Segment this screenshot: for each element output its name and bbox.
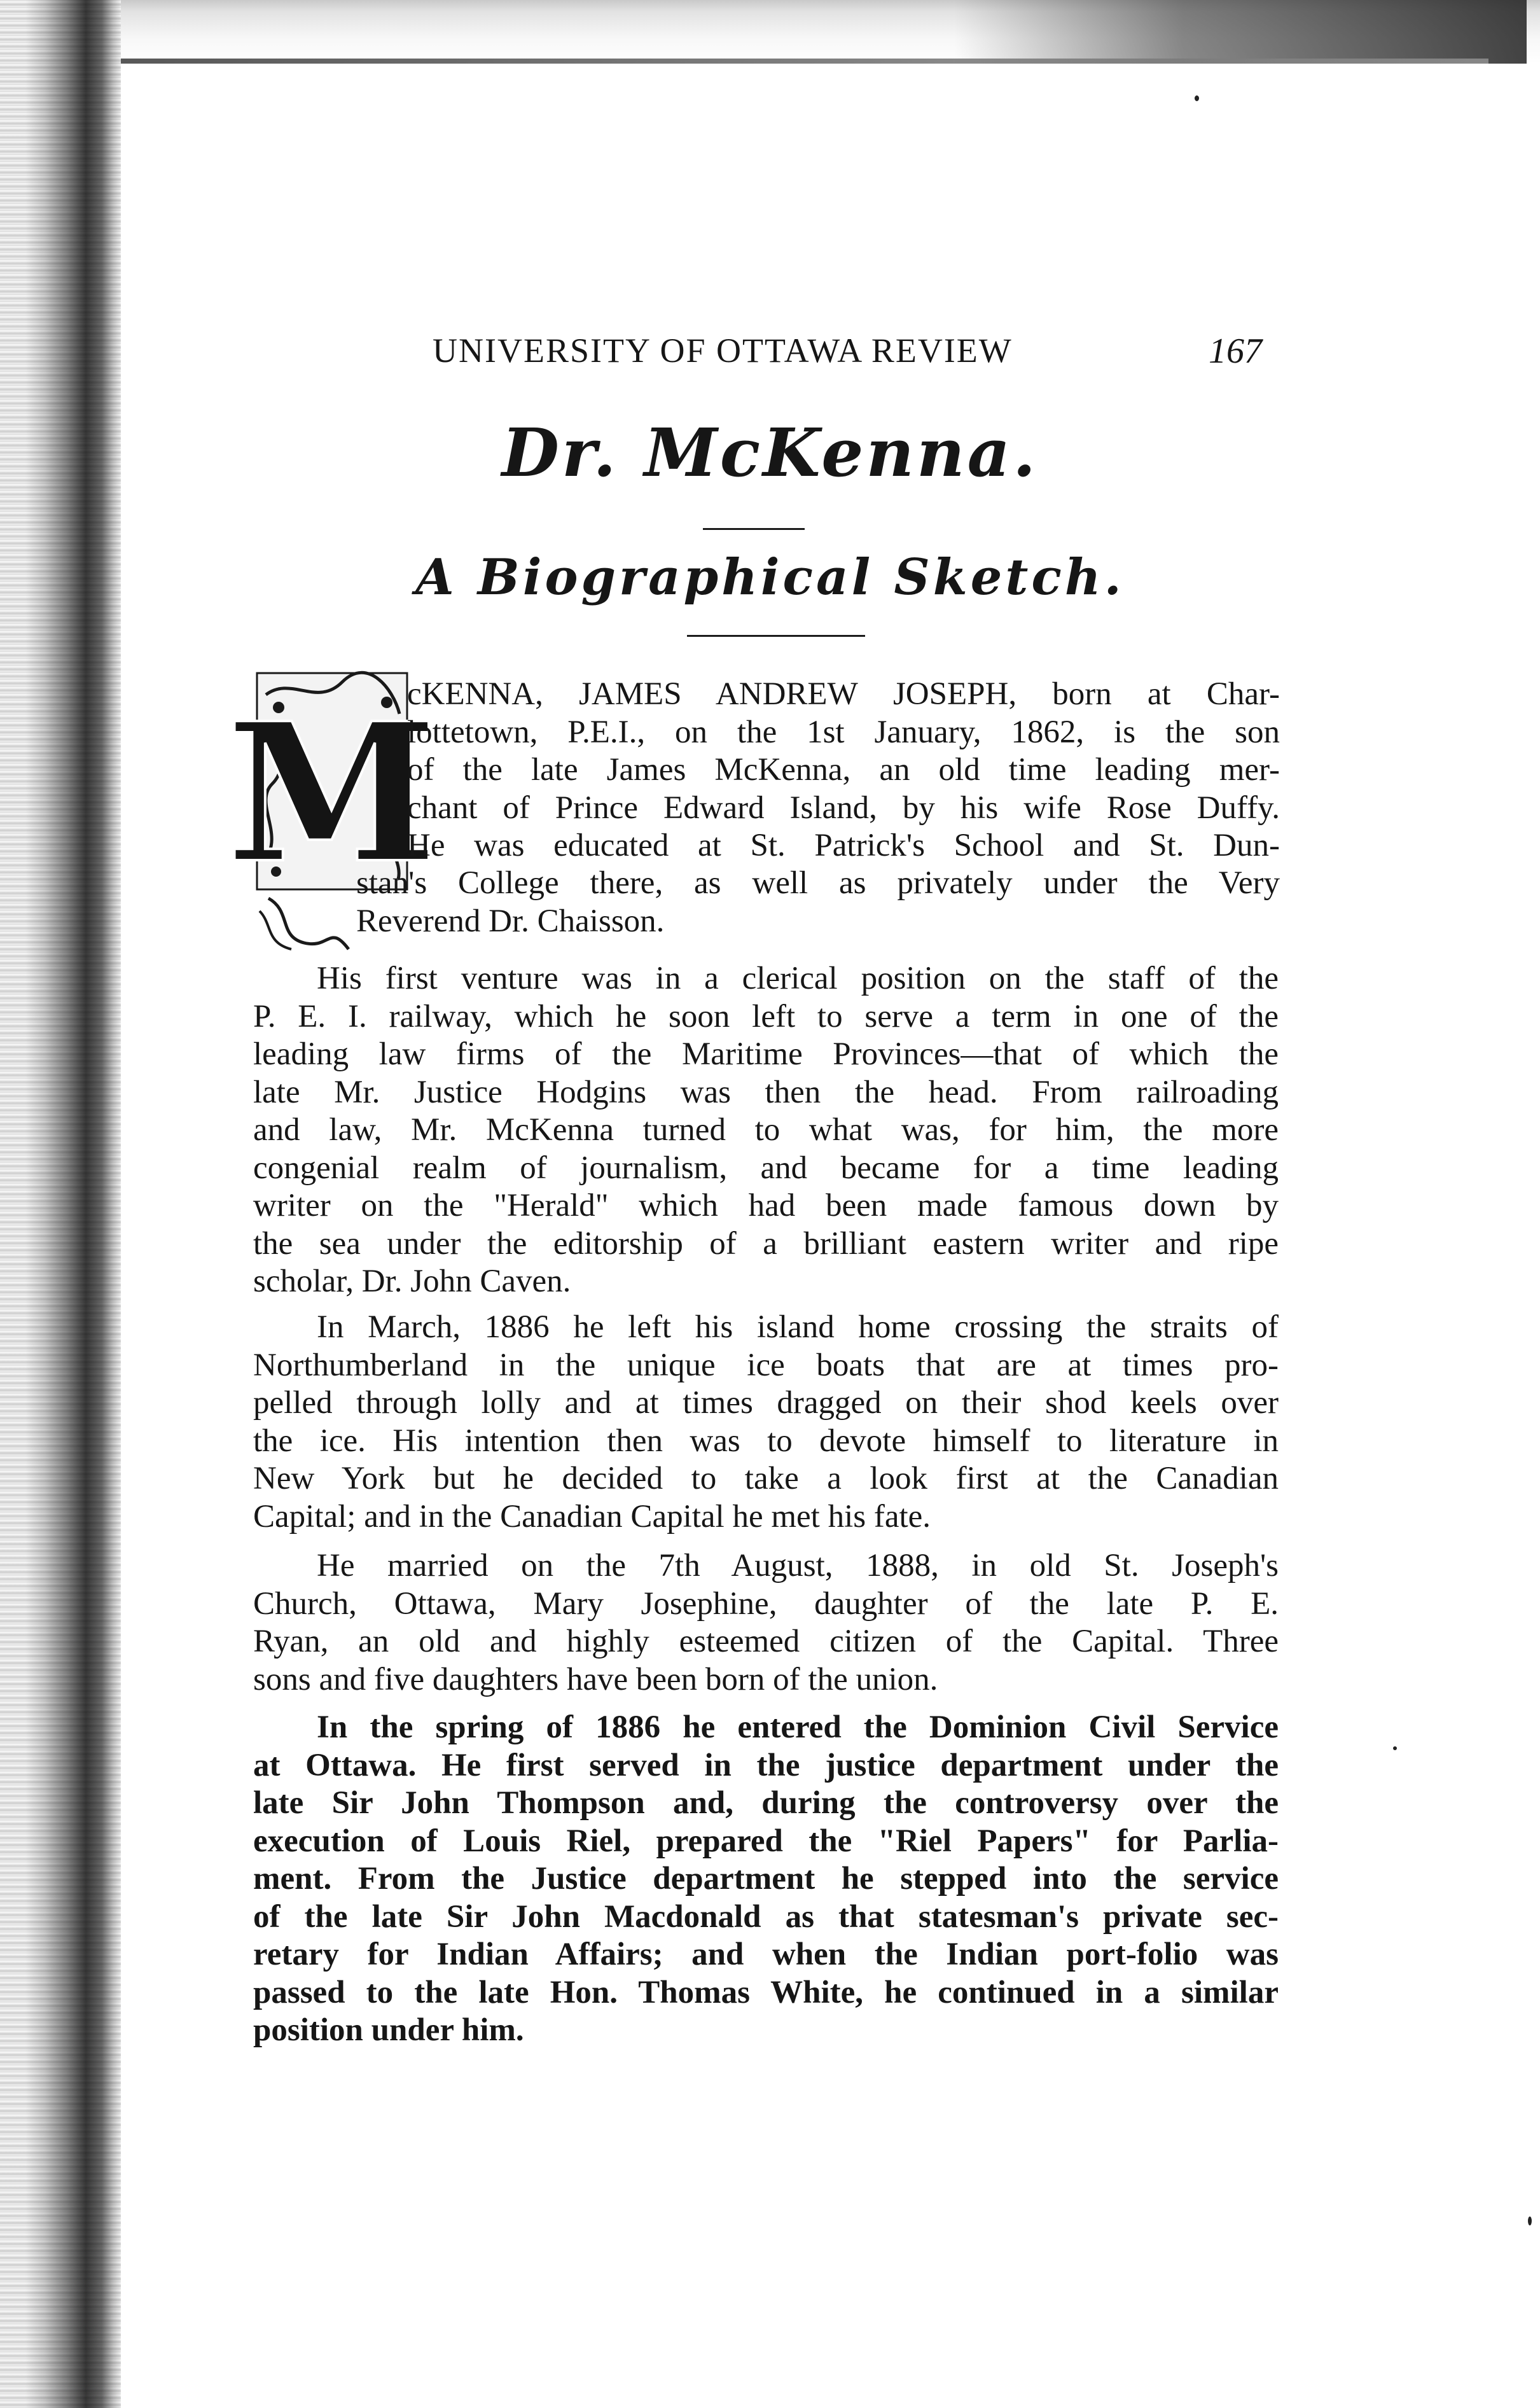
scan-speck (1528, 2217, 1532, 2225)
paragraph-3 (253, 1309, 1279, 1536)
text-line: New York but he decided to take a look first at the Canadian (253, 1461, 1279, 1496)
page-number: 167 (1209, 331, 1262, 371)
text-line: stan's College there, as well as privately under the Very (356, 865, 1280, 901)
text-line: writer on the "Herald" which had been made famous down by (253, 1188, 1279, 1223)
article-title: Dr. McKenna. (501, 414, 1039, 492)
text-line: P. E. I. railway, which he soon left to serve a term in one of the (253, 998, 1279, 1034)
title-rule (703, 528, 805, 530)
paragraph-4 (253, 1547, 1279, 1699)
paragraph-5 (253, 1709, 1279, 2050)
text-line: chant of Prince Edward Island, by his wife Rose Duffy. (407, 790, 1280, 826)
text-line: ment. From the Justice department he stepped into the service (253, 1861, 1279, 1896)
text-line: and law, Mr. McKenna turned to what was, for him, the more (253, 1112, 1279, 1148)
text-line: In March, 1886 he left his island home crossing the straits of (317, 1309, 1279, 1345)
text-line: Church, Ottawa, Mary Josephine, daughter of the late P. E. (253, 1585, 1279, 1622)
text-line: pelled through lolly and at times dragged on their shod keels over (253, 1385, 1279, 1421)
article-subtitle: A Biographical Sketch. (415, 548, 1125, 606)
page-corner-shadow (954, 0, 1527, 64)
text-line: His first venture was in a clerical position on the staff of the (317, 961, 1279, 996)
text-line: passed to the late Hon. Thomas White, he continued in a similar (253, 1974, 1279, 2010)
paragraph-2 (253, 960, 1279, 1301)
text-line: position under him. (253, 2012, 524, 2048)
text-line: Reverend Dr. Chaisson. (356, 903, 665, 939)
text-line: retary for Indian Affairs; and when the Indian port-folio was (253, 1937, 1279, 1972)
text-line: of the late James McKenna, an old time leading mer- (407, 752, 1280, 788)
text-line: leading law firms of the Maritime Provinces—that of which the (253, 1036, 1279, 1072)
text-line: late Sir John Thompson and, during the controversy over the (253, 1785, 1279, 1821)
drop-cap-letter: M (226, 681, 438, 905)
text-line: congenial realm of journalism, and became for a time leading (253, 1150, 1279, 1186)
text-line: at Ottawa. He first served in the justice department under the (253, 1747, 1279, 1783)
text-line: scholar, Dr. John Caven. (253, 1263, 571, 1299)
text-line: lottetown, P.E.I., on the 1st January, 1862, is the son (407, 714, 1280, 750)
page-top-edge-line (25, 59, 1488, 64)
text-line: Ryan, an old and highly esteemed citizen of the Capital. Three (253, 1624, 1279, 1659)
text-line: of the late Sir John Macdonald as that statesman's private sec- (253, 1898, 1279, 1935)
text-line: Northumberland in the unique ice boats that are at times pro- (253, 1347, 1279, 1383)
subtitle-rule (687, 635, 865, 637)
text-line: late Mr. Justice Hodgins was then the head. From railroading (253, 1074, 1279, 1110)
running-head: UNIVERSITY OF OTTAWA REVIEW (433, 331, 1013, 370)
text-line: sons and five daughters have been born of the union. (253, 1661, 938, 1697)
text-line: the ice. His intention then was to devote himself to literature in (253, 1423, 1279, 1459)
text-line: cKENNA, JAMES ANDREW JOSEPH, born at Char- (407, 676, 1280, 712)
text-line: He married on the 7th August, 1888, in old St. Joseph's (317, 1548, 1279, 1583)
paragraph-1-continued (356, 865, 1280, 940)
paragraph-1 (407, 676, 1280, 865)
text-line: In the spring of 1886 he entered the Dominion Civil Service (317, 1709, 1279, 1745)
scan-speck (1195, 95, 1199, 101)
book-binding-edge (0, 0, 121, 2408)
text-line: He was educated at St. Patrick's School and St. Dun- (407, 828, 1280, 863)
text-line: execution of Louis Riel, prepared the "Riel Papers" for Parlia- (253, 1823, 1279, 1859)
text-line: the sea under the editorship of a brilliant eastern writer and ripe (253, 1225, 1279, 1262)
scan-speck (1393, 1746, 1397, 1750)
text-line: Capital; and in the Canadian Capital he met his fate. (253, 1498, 931, 1535)
